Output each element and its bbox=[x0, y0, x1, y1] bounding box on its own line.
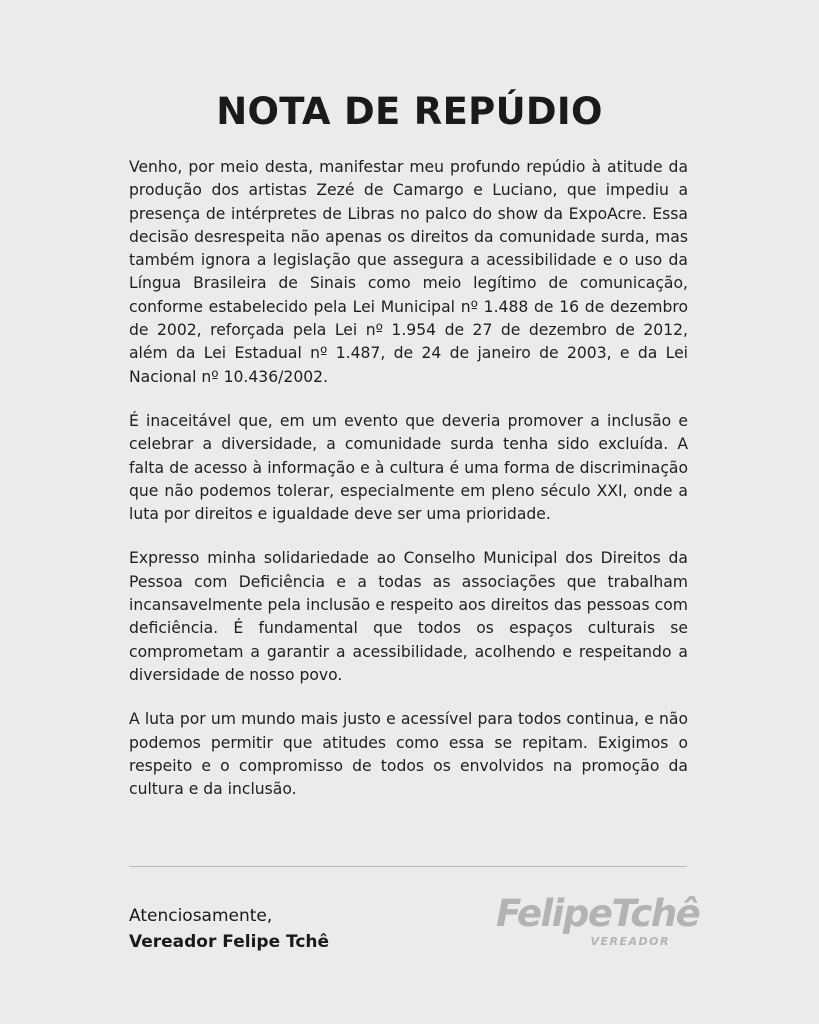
signoff bbox=[129, 903, 329, 955]
felipe-tche-logo bbox=[496, 892, 700, 958]
logo-name: FelipeTchê bbox=[496, 892, 700, 935]
logo-subtitle: VEREADOR bbox=[590, 935, 670, 948]
paragraph-1: Venho, por meio desta, manifestar meu profundo repúdio à atitude da produção dos artistas Zezé de Camargo e Luciano, que impediu a presença de intérpretes de Libras no palco do show da ExpoAcre. Essa decisão desrespeita não apenas os direitos da comunidade surda, mas também ignora a legislação que assegura a acessibilidade e o uso da Língua Brasileira de Sinais como meio legítimo de comunicação, conforme estabelecido pela Lei Municipal nº 1.488 de 16 de dezembro de 2002, reforçada pela Lei nº 1.954 de 27 de dezembro de 2012, além da Lei Estadual nº 1.487, de 24 de janeiro de 2003, e da Lei Nacional nº 10.436/2002. bbox=[129, 158, 688, 386]
paragraph-3: Expresso minha solidariedade ao Conselho Municipal dos Direitos da Pessoa com Deficiência e a todas as associações que trabalham incansavelmente pela inclusão e respeito aos direitos das pessoas com deficiência. É fundamental que todos os espaços culturais se comprometam a garantir a acessibilidade, acolhendo e respeitando a diversidade de nosso povo. bbox=[129, 549, 688, 684]
note-body bbox=[129, 156, 688, 822]
signer-name: Vereador Felipe Tchê bbox=[129, 932, 330, 952]
paragraph-2: É inaceitável que, em um evento que deveria promover a inclusão e celebrar a diversidade, a comunidade surda tenha sido excluída. A falta de acesso à informação e à cultura é uma forma de discriminação que não podemos tolerar, especialmente em pleno século XXI, onde a luta por direitos e igualdade deve ser uma prioridade. bbox=[129, 411, 688, 524]
paragraph-4: A luta por um mundo mais justo e acessível para todos continua, e não podemos permitir que atitudes como essa se repitam. Exigimos o respeito e o compromisso de todos os envolvidos na promoção da cultura e da inclusão. bbox=[129, 710, 688, 799]
divider bbox=[129, 866, 687, 867]
page-title: NOTA DE REPÚDIO bbox=[216, 90, 603, 133]
closing-text: Atenciosamente, bbox=[129, 906, 273, 926]
